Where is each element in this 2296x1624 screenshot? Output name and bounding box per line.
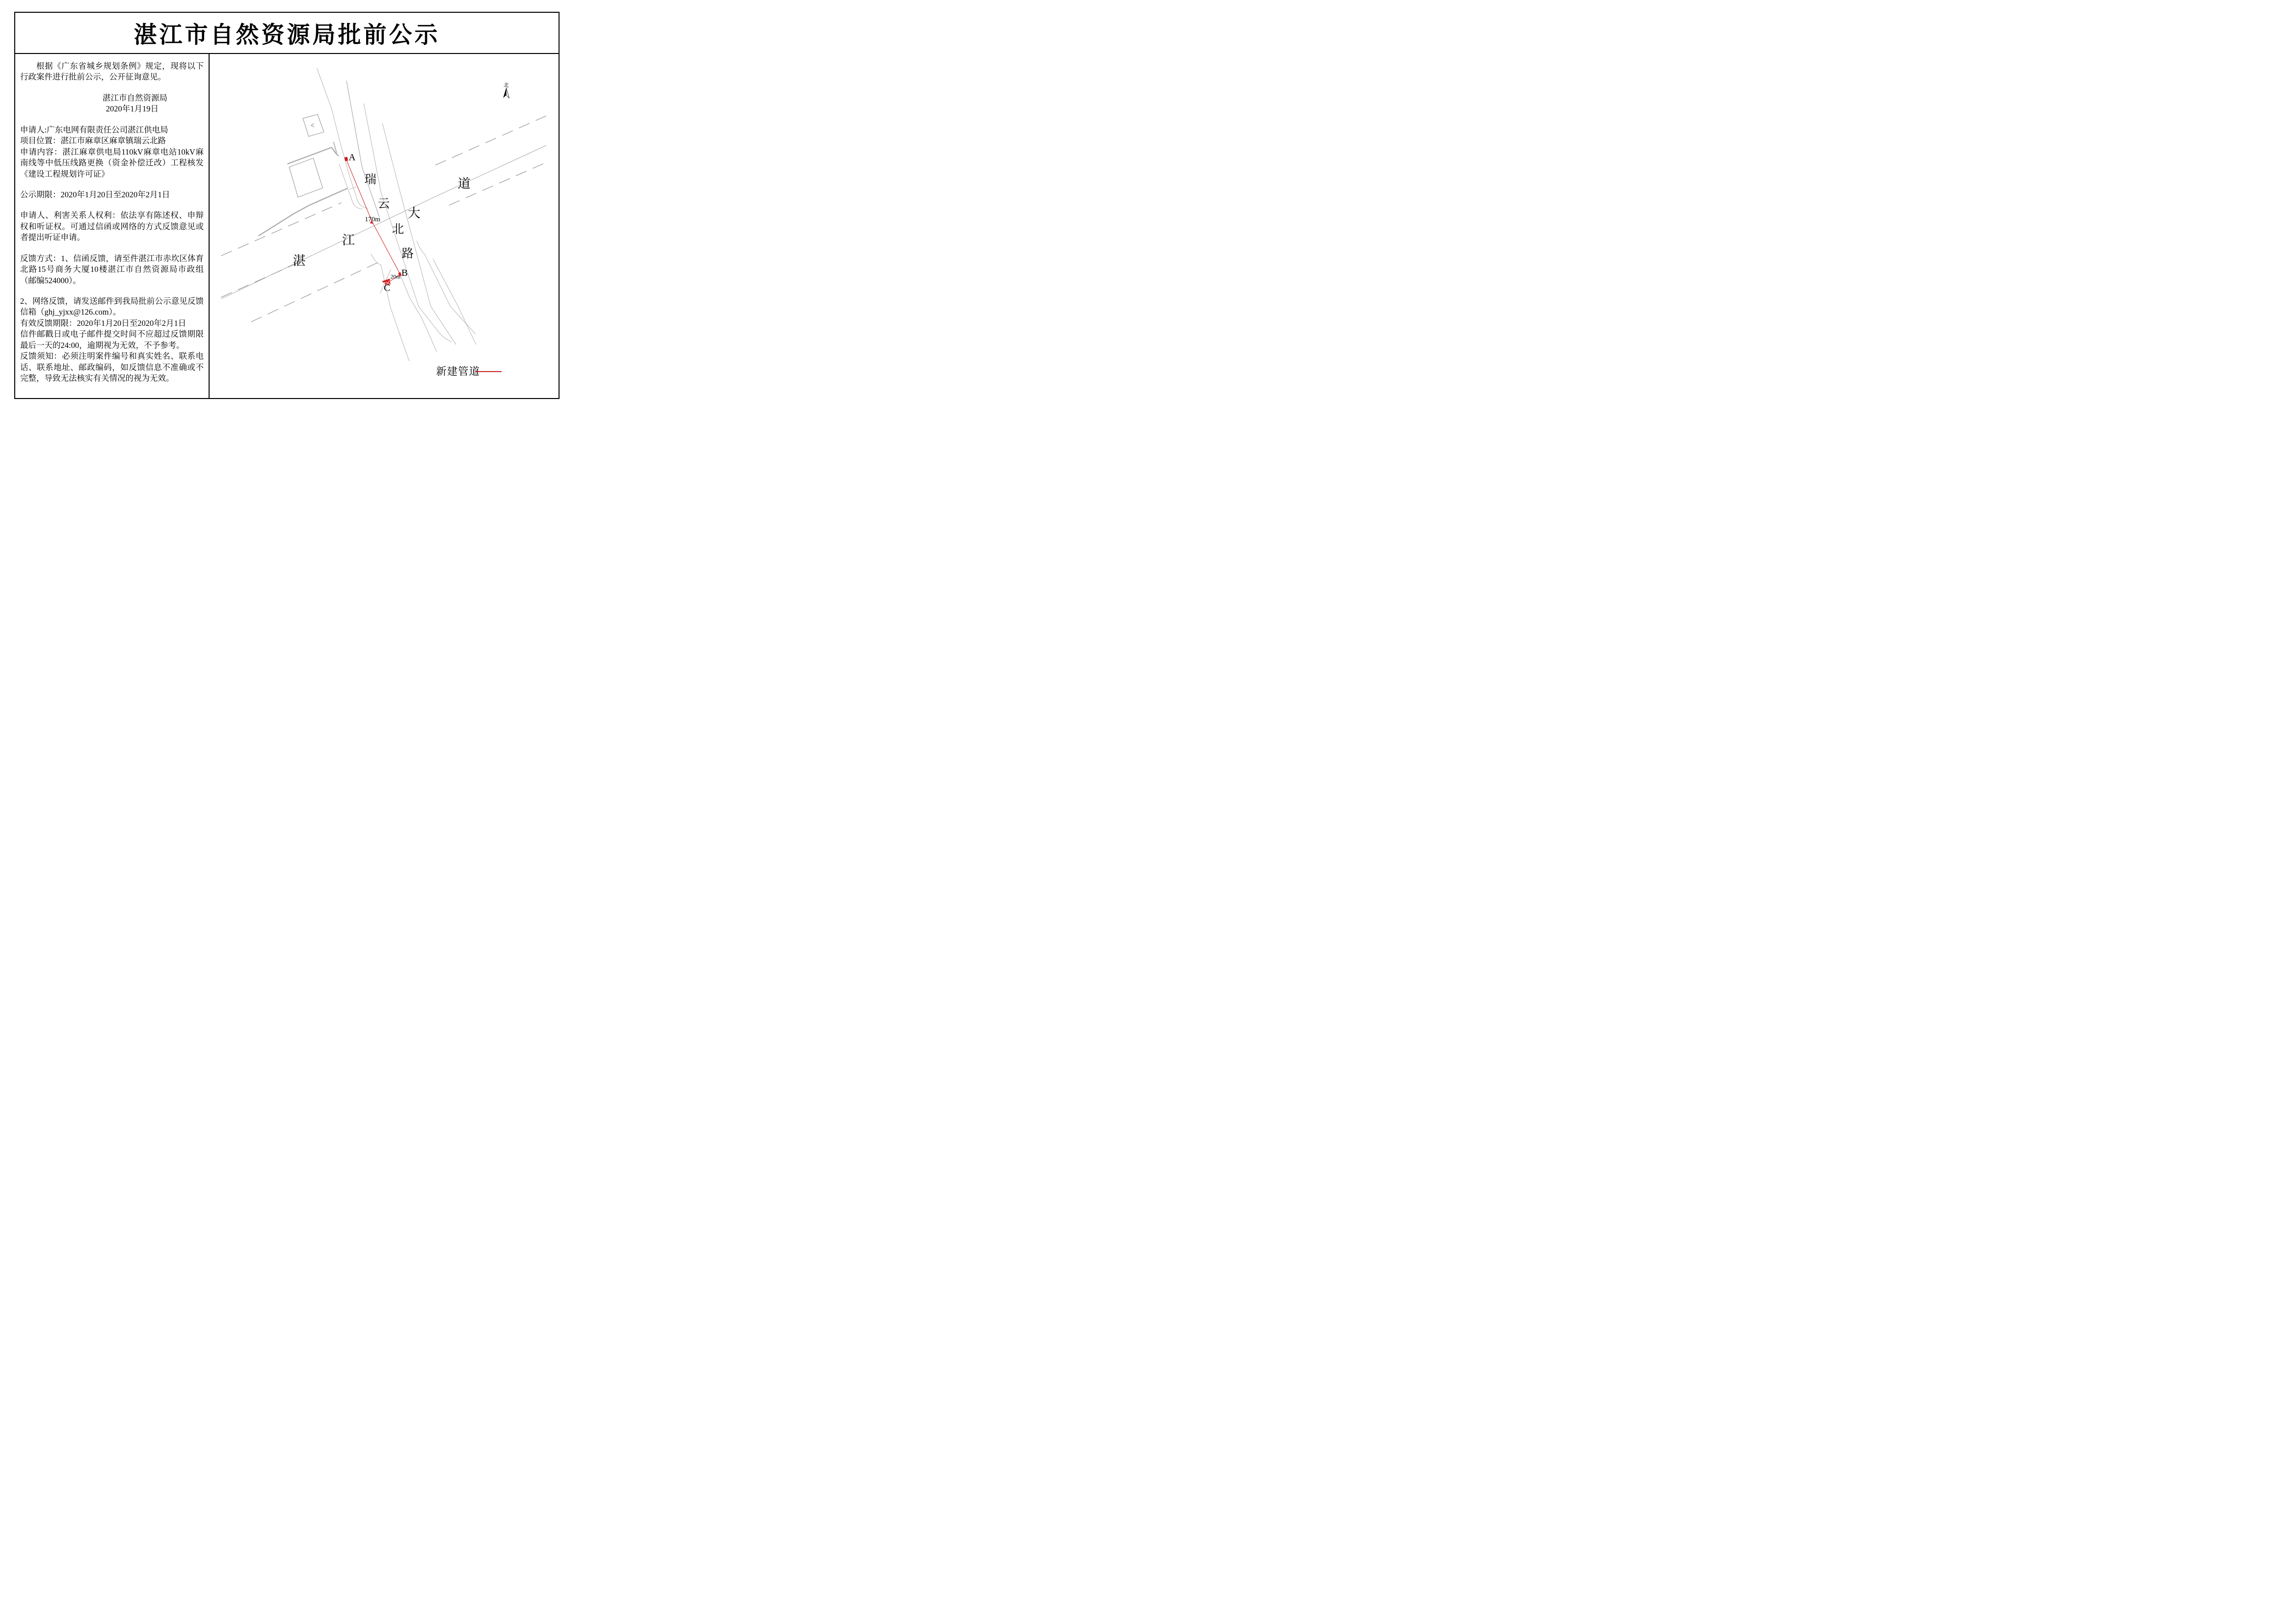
map-label-road-char-1: 瑞 <box>364 173 376 186</box>
avenue-dashed-edge-sw1 <box>221 263 299 297</box>
page-title: 湛江市自然资源局批前公示 <box>133 22 440 48</box>
building-large <box>289 158 322 197</box>
legend-label: 新建管道 <box>436 366 480 378</box>
notice-paragraph: 湛江市自然资源局 <box>103 93 167 103</box>
north-arrow-icon <box>503 82 509 98</box>
road-edge-eastouter-lower <box>433 259 476 345</box>
map-label-road-char-4: 路 <box>401 247 414 261</box>
notice-page <box>14 12 560 399</box>
wall-upper <box>288 147 332 164</box>
map-label-ave-char-1: 湛 <box>293 254 306 268</box>
map-label-ave-char-2: 江 <box>342 233 355 247</box>
avenue-dashed-edge-ne <box>435 116 546 165</box>
notice-paragraph: 申请内容：湛江麻章供电局110kV麻章电站10kV麻南线等中低压线路更换（资金补偿迁改）工程核发《建设工程规划许可证》 <box>20 147 204 179</box>
road-edge-westinner-upper <box>347 80 379 217</box>
notice-paragraph: 2020年1月19日 <box>106 104 159 114</box>
north-arrow-label: 北 <box>503 82 509 88</box>
legend <box>436 366 502 377</box>
notice-paragraph: 反馈须知：必须注明案件编号和真实姓名、联系电话、联系地址、邮政编码，如反馈信息不准确或不完整，导致无法核实有关情况的视为无效。 <box>20 351 204 383</box>
map-label-ave-char-4: 道 <box>457 177 471 191</box>
notice-paragraph: 申请人:广东电网有限责任公司湛江供电局 <box>20 125 168 134</box>
building-small <box>303 114 324 136</box>
road-edge-west-upper <box>317 68 368 208</box>
building-door-mark-icon <box>311 124 314 127</box>
map-label-road-char-2: 云 <box>377 197 390 211</box>
map-label-ave-char-3: 大 <box>407 206 421 221</box>
title-bar <box>15 13 559 54</box>
notice-paragraph: 反馈方式：1、信函反馈，请至件湛江市赤坎区体育北路15号商务大厦10楼湛江市自然资源局市政组（邮编524000）。 <box>20 253 204 285</box>
avenue-dashed-edge-sw2 <box>251 263 378 322</box>
avenue-centerline <box>221 145 547 299</box>
notice-paragraph: 项目位置：湛江市麻章区麻章镇瑞云北路 <box>20 136 166 146</box>
notice-paragraph: 公示期限：2020年1月20日至2020年2月1日 <box>20 189 170 199</box>
map-label-point-c: C <box>384 283 390 293</box>
wall-lower-tail <box>349 187 356 189</box>
notice-paragraph: 根据《广东省城乡规划条例》规定，现将以下行政案件进行批前公示，公开征询意见。 <box>20 61 204 82</box>
notice-paragraph: 2、网络反馈，请发送邮件到我局批前公示意见反馈信箱（ghj_yjxx@126.com）。 <box>20 296 204 317</box>
map-label-road-char-3: 北 <box>392 223 404 237</box>
map-label-distance-170m: 170m <box>365 215 380 223</box>
notice-text-column <box>15 54 210 398</box>
avenue-dashed-edge-nw <box>221 203 342 256</box>
map-label-point-b: B <box>401 268 408 279</box>
notice-paragraph: 有效反馈期限：2020年1月20日至2020年2月1日 <box>20 318 187 328</box>
map-label-point-a: A <box>348 152 356 163</box>
page-content <box>15 54 559 398</box>
site-plan-map <box>210 54 559 398</box>
scanned-notice-document <box>0 0 574 406</box>
notice-paragraph: 申请人、利害关系人权利：依法享有陈述权、申辩权和听证权。可通过信函或网络的方式反馈意见或者提出听证申请。 <box>20 211 204 242</box>
point-a-marker <box>345 157 348 161</box>
map-label-distance-20m: 20m <box>390 274 400 280</box>
map-panel <box>210 54 559 398</box>
notice-paragraph: 信件邮戳日或电子邮件提交时间不应超过反馈期限最后一天的24:00，逾期视为无效，不予参考。 <box>20 329 204 350</box>
